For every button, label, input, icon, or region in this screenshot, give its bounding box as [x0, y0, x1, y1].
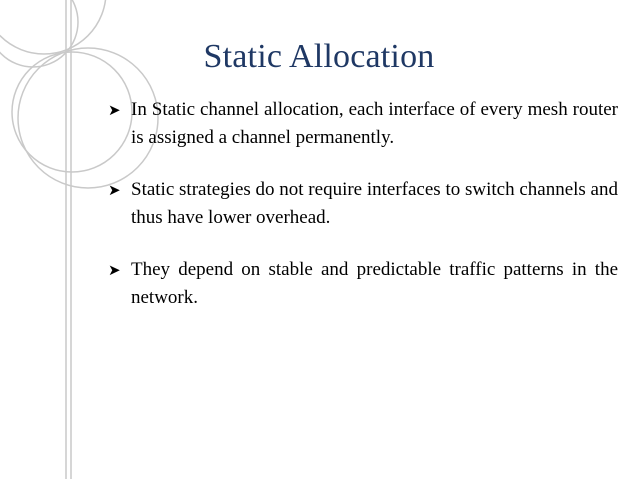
bullet-list	[108, 96, 618, 336]
bullet-item	[108, 256, 618, 312]
bullet-text: Static strategies do not require interfaces to switch channels and thus have lower overhead.	[131, 179, 618, 228]
bullet-text: They depend on stable and predictable traffic patterns in the network.	[131, 259, 618, 308]
arrowhead-bullet-icon: ➤	[108, 101, 121, 119]
bullet-item	[108, 176, 618, 232]
arrowhead-bullet-icon: ➤	[108, 261, 121, 279]
bullet-text: In Static channel allocation, each interface of every mesh router is assigned a channel permanently.	[131, 99, 618, 148]
arrowhead-bullet-icon: ➤	[108, 181, 121, 199]
bullet-item	[108, 96, 618, 152]
slide-title: Static Allocation	[203, 38, 435, 75]
